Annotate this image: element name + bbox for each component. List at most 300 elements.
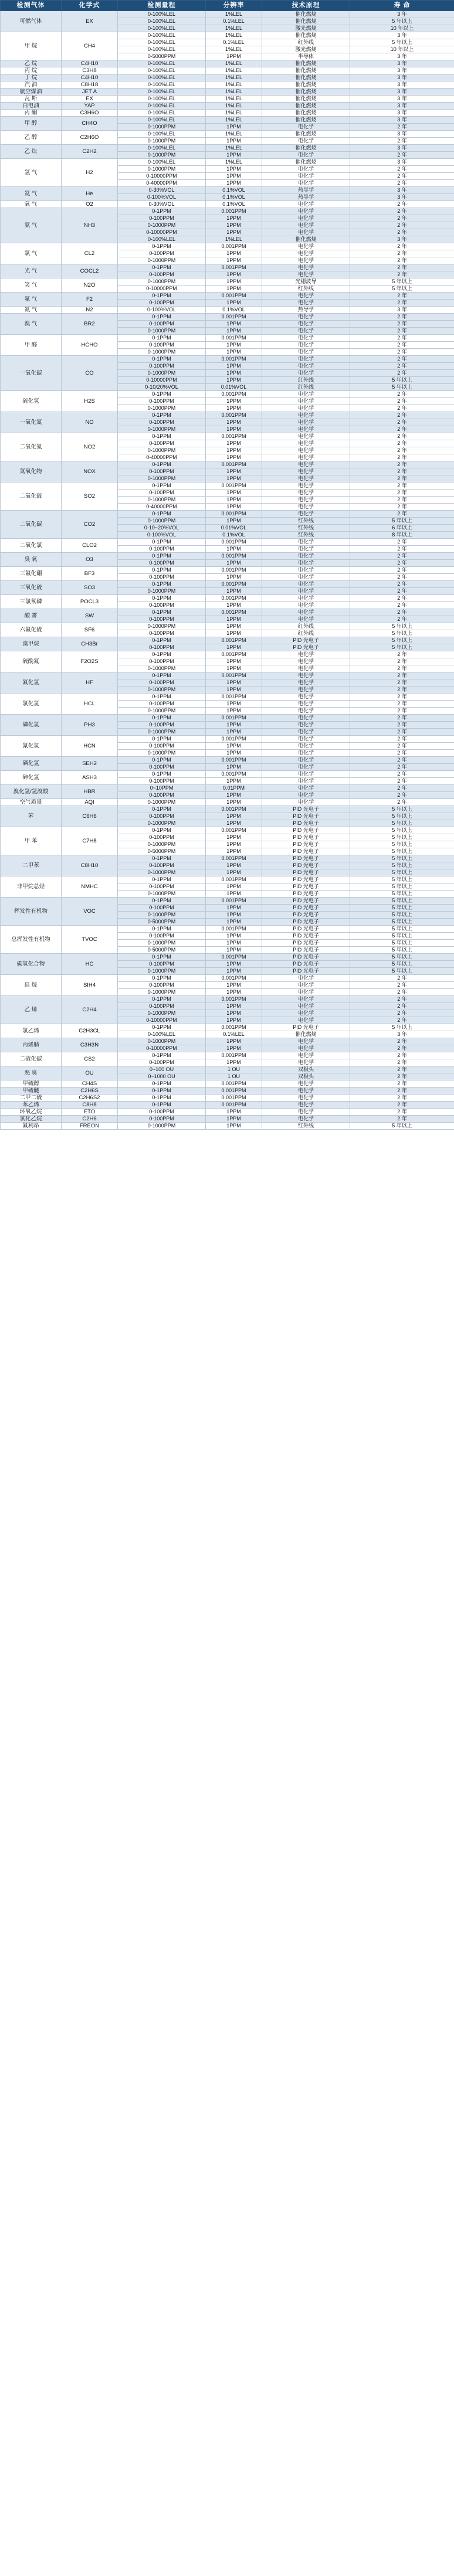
col-formula: 化学式 xyxy=(62,1,118,11)
resolution-cell: 1 OU xyxy=(206,1066,262,1073)
range-cell: 0-1PPM xyxy=(118,715,206,722)
gas-formula-cell: JET A xyxy=(62,89,118,96)
table-row xyxy=(1,1109,454,1116)
gas-formula-cell: CH4 xyxy=(62,32,118,60)
resolution-cell: 1PPM xyxy=(206,504,262,511)
technology-cell: PID 光电子 xyxy=(262,940,350,947)
resolution-cell: 1PPM xyxy=(206,1045,262,1052)
range-cell: 0-100%LEL xyxy=(118,236,206,243)
technology-cell: 电化学 xyxy=(262,1088,350,1095)
gas-name-cell: 溴 气 xyxy=(1,314,62,335)
resolution-cell: 1PPM xyxy=(206,989,262,996)
gas-formula-cell: EX xyxy=(62,96,118,103)
life-cell: 2 年 xyxy=(350,419,454,426)
range-cell: 0-1PPM xyxy=(118,264,206,271)
life-cell: 2 年 xyxy=(350,792,454,799)
technology-cell: 电化学 xyxy=(262,504,350,511)
life-cell: 3 年 xyxy=(350,53,454,60)
technology-cell: PID 光电子 xyxy=(262,898,350,905)
life-cell: 5 年以上 xyxy=(350,848,454,855)
table-row xyxy=(1,637,454,644)
range-cell: 0-1PPM xyxy=(118,637,206,644)
table-row xyxy=(1,996,454,1003)
resolution-cell: 0.001PPM xyxy=(206,1088,262,1095)
life-cell: 2 年 xyxy=(350,1017,454,1024)
life-cell: 3 年 xyxy=(350,67,454,74)
table-row xyxy=(1,32,454,39)
technology-cell: 热导学 xyxy=(262,187,350,194)
gas-name-cell: 光 气 xyxy=(1,264,62,278)
technology-cell: 电化学 xyxy=(262,349,350,356)
technology-cell: 电化学 xyxy=(262,447,350,454)
range-cell: 0-1000PPM xyxy=(118,518,206,525)
resolution-cell: 1PPM xyxy=(206,658,262,665)
life-cell: 2 年 xyxy=(350,722,454,729)
life-cell: 3 年 xyxy=(350,187,454,194)
table-row xyxy=(1,876,454,883)
gas-formula-cell: CS2 xyxy=(62,1052,118,1066)
resolution-cell: 1PPM xyxy=(206,912,262,919)
resolution-cell: 1PPM xyxy=(206,862,262,869)
table-row xyxy=(1,356,454,363)
range-cell: 0-1PPM xyxy=(118,412,206,419)
gas-name-cell: 氮 气 xyxy=(1,307,62,314)
life-cell: 3 年 xyxy=(350,145,454,152)
life-cell: 2 年 xyxy=(350,1059,454,1066)
gas-formula-cell: NO2 xyxy=(62,433,118,461)
resolution-cell: 1PPM xyxy=(206,644,262,651)
technology-cell: 电化学 xyxy=(262,764,350,771)
life-cell: 2 年 xyxy=(350,405,454,412)
resolution-cell: 1PPM xyxy=(206,743,262,750)
technology-cell: 电化学 xyxy=(262,215,350,222)
life-cell: 2 年 xyxy=(350,588,454,595)
range-cell: 0-100PPM xyxy=(118,982,206,989)
resolution-cell: 1PPM xyxy=(206,271,262,278)
resolution-cell: 1PPM xyxy=(206,286,262,293)
gas-name-cell: 可燃气体 xyxy=(1,11,62,32)
table-row xyxy=(1,314,454,321)
technology-cell: PID 光电子 xyxy=(262,912,350,919)
gas-name-cell: 甲 醇 xyxy=(1,117,62,131)
range-cell: 0-100PPM xyxy=(118,574,206,581)
life-cell: 5 年以上 xyxy=(350,855,454,862)
resolution-cell: 1PPM xyxy=(206,222,262,229)
resolution-cell: 0.001PPM xyxy=(206,356,262,363)
life-cell: 2 年 xyxy=(350,1080,454,1088)
col-gas: 检测气体 xyxy=(1,1,62,11)
resolution-cell: 1PPM xyxy=(206,1010,262,1017)
technology-cell: 催化燃烧 xyxy=(262,236,350,243)
life-cell: 2 年 xyxy=(350,511,454,518)
gas-formula-cell: O2 xyxy=(62,201,118,208)
life-cell: 10 年以上 xyxy=(350,25,454,32)
technology-cell: PID 光电子 xyxy=(262,834,350,841)
technology-cell: 电化学 xyxy=(262,370,350,377)
table-row xyxy=(1,806,454,813)
resolution-cell: 1PPM xyxy=(206,342,262,349)
life-cell: 2 年 xyxy=(350,180,454,187)
life-cell: 3 年 xyxy=(350,159,454,166)
technology-cell: 电化学 xyxy=(262,497,350,504)
technology-cell: PID 光电子 xyxy=(262,968,350,975)
technology-cell: 半导体 xyxy=(262,53,350,60)
table-row xyxy=(1,799,454,806)
gas-name-cell: 三氧化硫 xyxy=(1,581,62,595)
life-cell: 2 年 xyxy=(350,982,454,989)
range-cell: 0-100PPM xyxy=(118,834,206,841)
resolution-cell: 1%LEL xyxy=(206,110,262,117)
technology-cell: 电化学 xyxy=(262,785,350,792)
gas-formula-cell: N2O xyxy=(62,278,118,293)
resolution-cell: 0.001PPM xyxy=(206,567,262,574)
resolution-cell: 1PPM xyxy=(206,1123,262,1130)
gas-formula-cell: C2H6S2 xyxy=(62,1095,118,1102)
resolution-cell: 1%LEL xyxy=(206,131,262,138)
range-cell: 0-1PPM xyxy=(118,314,206,321)
life-cell: 5 年以上 xyxy=(350,954,454,961)
life-cell: 5 年以上 xyxy=(350,1123,454,1130)
resolution-cell: 1PPM xyxy=(206,229,262,236)
resolution-cell: 1PPM xyxy=(206,124,262,131)
gas-name-cell: 苯 xyxy=(1,806,62,827)
range-cell: 0-1000PPM xyxy=(118,940,206,947)
resolution-cell: 1PPM xyxy=(206,574,262,581)
life-cell: 2 年 xyxy=(350,426,454,433)
life-cell: 2 年 xyxy=(350,342,454,349)
resolution-cell: 1PPM xyxy=(206,947,262,954)
life-cell: 3 年 xyxy=(350,110,454,117)
life-cell: 5 年以上 xyxy=(350,384,454,391)
resolution-cell: 0.001PPM xyxy=(206,553,262,560)
resolution-cell: 1PPM xyxy=(206,497,262,504)
life-cell: 2 年 xyxy=(350,1045,454,1052)
resolution-cell: 0.1%VOL xyxy=(206,187,262,194)
table-row xyxy=(1,145,454,152)
col-range: 检测量程 xyxy=(118,1,206,11)
table-row xyxy=(1,11,454,18)
technology-cell: PID 光电子 xyxy=(262,954,350,961)
resolution-cell: 0.01PPM xyxy=(206,785,262,792)
resolution-cell: 1%LEL xyxy=(206,74,262,81)
resolution-cell: 1PPM xyxy=(206,792,262,799)
range-cell: 0-1000PPM xyxy=(118,799,206,806)
gas-name-cell: 酸 雾 xyxy=(1,609,62,623)
gas-formula-cell: C2H3CL xyxy=(62,1024,118,1038)
resolution-cell: 1PPM xyxy=(206,1003,262,1010)
life-cell: 2 年 xyxy=(350,729,454,736)
table-row xyxy=(1,159,454,166)
resolution-cell: 0.001PPM xyxy=(206,1095,262,1102)
technology-cell: 电化学 xyxy=(262,1102,350,1109)
gas-name-cell: 氟利昂 xyxy=(1,1123,62,1130)
range-cell: 0-100PPM xyxy=(118,616,206,623)
gas-name-cell: 空气质量 xyxy=(1,799,62,806)
resolution-cell: 0.1%VOL xyxy=(206,532,262,539)
range-cell: 0-100PPM xyxy=(118,630,206,637)
life-cell: 2 年 xyxy=(350,1010,454,1017)
resolution-cell: 1PPM xyxy=(206,750,262,757)
technology-cell: 电化学 xyxy=(262,475,350,482)
technology-cell: 电化学 xyxy=(262,539,350,546)
table-row xyxy=(1,1024,454,1031)
resolution-cell: 0.01%VOL xyxy=(206,384,262,391)
table-row xyxy=(1,307,454,314)
range-cell: 0-1000PPM xyxy=(118,841,206,848)
resolution-cell: 1PPM xyxy=(206,405,262,412)
technology-cell: 电化学 xyxy=(262,335,350,342)
gas-formula-cell: C8H8 xyxy=(62,1102,118,1109)
technology-cell: PID 光电子 xyxy=(262,855,350,862)
gas-name-cell: 丙 烷 xyxy=(1,67,62,74)
range-cell: 0-1000PPM xyxy=(118,1123,206,1130)
range-cell: 0-1000PPM xyxy=(118,222,206,229)
resolution-cell: 0.1%VOL xyxy=(206,201,262,208)
technology-cell: 电化学 xyxy=(262,560,350,567)
gas-formula-cell: NMHC xyxy=(62,876,118,898)
life-cell: 2 年 xyxy=(350,398,454,405)
gas-formula-cell: BR2 xyxy=(62,314,118,335)
range-cell: 0-1PPM xyxy=(118,975,206,982)
technology-cell: 电化学 xyxy=(262,729,350,736)
gas-formula-cell: EX xyxy=(62,11,118,32)
table-row xyxy=(1,264,454,271)
resolution-cell: 1PPM xyxy=(206,982,262,989)
range-cell: 0-100%LEL xyxy=(118,81,206,89)
life-cell: 2 年 xyxy=(350,314,454,321)
life-cell: 2 年 xyxy=(350,651,454,658)
life-cell: 2 年 xyxy=(350,602,454,609)
technology-cell: 红外线 xyxy=(262,623,350,630)
life-cell: 2 年 xyxy=(350,996,454,1003)
resolution-cell: 1PPM xyxy=(206,447,262,454)
resolution-cell: 1PPM xyxy=(206,630,262,637)
technology-cell: 电化学 xyxy=(262,468,350,475)
table-row xyxy=(1,81,454,89)
technology-cell: 电化学 xyxy=(262,581,350,588)
technology-cell: 催化燃烧 xyxy=(262,110,350,117)
table-row xyxy=(1,954,454,961)
gas-formula-cell: C8H10 xyxy=(62,855,118,876)
range-cell: 0-1PPM xyxy=(118,567,206,574)
technology-cell: 电化学 xyxy=(262,567,350,574)
resolution-cell: 1PPM xyxy=(206,778,262,785)
range-cell: 0-1PPM xyxy=(118,651,206,658)
gas-formula-cell: F2O2S xyxy=(62,651,118,672)
range-cell: 0-100%LEL xyxy=(118,74,206,81)
life-cell: 2 年 xyxy=(350,560,454,567)
range-cell: 0-5000PPM xyxy=(118,947,206,954)
technology-cell: 电化学 xyxy=(262,208,350,215)
col-resolution: 分辨率 xyxy=(206,1,262,11)
resolution-cell: 1PPM xyxy=(206,475,262,482)
range-cell: 0-1000PPM xyxy=(118,1038,206,1045)
gas-name-cell: 一氧化氮 xyxy=(1,412,62,433)
resolution-cell: 1PPM xyxy=(206,933,262,940)
table-row xyxy=(1,1095,454,1102)
table-row xyxy=(1,335,454,342)
resolution-cell: 1PPM xyxy=(206,919,262,926)
life-cell: 2 年 xyxy=(350,799,454,806)
gas-name-cell: 甲 醛 xyxy=(1,335,62,356)
resolution-cell: 1%LEL xyxy=(206,25,262,32)
resolution-cell: 0.1%VOL xyxy=(206,307,262,314)
range-cell: 0-100%LEL xyxy=(118,39,206,46)
technology-cell: 电化学 xyxy=(262,342,350,349)
table-row xyxy=(1,461,454,468)
range-cell: 0-1000PPM xyxy=(118,124,206,131)
gas-name-cell: 丁 烷 xyxy=(1,74,62,81)
table-row xyxy=(1,898,454,905)
life-cell: 3 年 xyxy=(350,236,454,243)
gas-formula-cell: F2 xyxy=(62,293,118,307)
gas-name-cell: 砷化氢 xyxy=(1,771,62,785)
life-cell: 8 年以上 xyxy=(350,532,454,539)
range-cell: 0-100PPM xyxy=(118,468,206,475)
technology-cell: 催化燃烧 xyxy=(262,145,350,152)
range-cell: 0-100%LEL xyxy=(118,145,206,152)
resolution-cell: 1PPM xyxy=(206,560,262,567)
life-cell: 5 年以上 xyxy=(350,377,454,384)
resolution-cell: 1PPM xyxy=(206,891,262,898)
technology-cell: PID 光电子 xyxy=(262,883,350,891)
life-cell: 2 年 xyxy=(350,764,454,771)
technology-cell: 激光燃烧 xyxy=(262,46,350,53)
range-cell: 0-1PPM xyxy=(118,539,206,546)
gas-name-cell: 苯乙烯 xyxy=(1,1102,62,1109)
life-cell: 5 年以上 xyxy=(350,820,454,827)
technology-cell: 电化学 xyxy=(262,398,350,405)
resolution-cell: 0.001PPM xyxy=(206,757,262,764)
life-cell: 2 年 xyxy=(350,166,454,173)
table-row xyxy=(1,1066,454,1073)
life-cell: 2 年 xyxy=(350,595,454,602)
life-cell: 5 年以上 xyxy=(350,630,454,637)
life-cell: 2 年 xyxy=(350,694,454,701)
table-row xyxy=(1,103,454,110)
resolution-cell: 1PPM xyxy=(206,729,262,736)
range-cell: 0-40000PPM xyxy=(118,454,206,461)
life-cell: 5 年以上 xyxy=(350,933,454,940)
resolution-cell: 1%LEL xyxy=(206,89,262,96)
table-row xyxy=(1,208,454,215)
resolution-cell: 0.001PPM xyxy=(206,975,262,982)
resolution-cell: 0.001PPM xyxy=(206,926,262,933)
range-cell: 0-100%VOL xyxy=(118,307,206,314)
range-cell: 0-100PPM xyxy=(118,679,206,687)
gas-name-cell: 硫酰氟 xyxy=(1,651,62,672)
life-cell: 2 年 xyxy=(350,461,454,468)
range-cell: 0-1PPM xyxy=(118,876,206,883)
range-cell: 0-1PPM xyxy=(118,1052,206,1059)
technology-cell: 电化学 xyxy=(262,553,350,560)
gas-name-cell: 碳氢化合物 xyxy=(1,954,62,975)
range-cell: 0-100PPM xyxy=(118,250,206,257)
gas-formula-cell: H2S xyxy=(62,391,118,412)
table-body xyxy=(1,11,454,1130)
resolution-cell: 1PPM xyxy=(206,1017,262,1024)
resolution-cell: 1PPM xyxy=(206,419,262,426)
range-cell: 0-100PPM xyxy=(118,883,206,891)
range-cell: 0~100 OU xyxy=(118,1066,206,1073)
life-cell: 5 年以上 xyxy=(350,869,454,876)
technology-cell: 红外线 xyxy=(262,1123,350,1130)
life-cell: 2 年 xyxy=(350,679,454,687)
resolution-cell: 0.001PPM xyxy=(206,771,262,778)
gas-formula-cell: BF3 xyxy=(62,567,118,581)
resolution-cell: 1PPM xyxy=(206,440,262,447)
technology-cell: PID 光电子 xyxy=(262,905,350,912)
range-cell: 0-1PPM xyxy=(118,827,206,834)
resolution-cell: 1PPM xyxy=(206,820,262,827)
life-cell: 5 年以上 xyxy=(350,623,454,630)
technology-cell: 电化学 xyxy=(262,433,350,440)
range-cell: 0-100%LEL xyxy=(118,103,206,110)
table-row xyxy=(1,131,454,138)
life-cell: 2 年 xyxy=(350,363,454,370)
range-cell: 0-100PPM xyxy=(118,813,206,820)
range-cell: 0-100%LEL xyxy=(118,67,206,74)
table-row xyxy=(1,1038,454,1045)
resolution-cell: 0.001PPM xyxy=(206,314,262,321)
life-cell: 5 年以上 xyxy=(350,876,454,883)
technology-cell: 催化燃烧 xyxy=(262,11,350,18)
table-row xyxy=(1,609,454,616)
resolution-cell: 1PPM xyxy=(206,490,262,497)
resolution-cell: 0.001PPM xyxy=(206,511,262,518)
range-cell: 0-1PPM xyxy=(118,954,206,961)
life-cell: 3 年 xyxy=(350,194,454,201)
range-cell: 0-1000PPM xyxy=(118,968,206,975)
resolution-cell: 0.001PPM xyxy=(206,208,262,215)
life-cell: 2 年 xyxy=(350,208,454,215)
range-cell: 0-100PPM xyxy=(118,321,206,328)
range-cell: 0-100PPM xyxy=(118,862,206,869)
resolution-cell: 1%LEL xyxy=(206,117,262,124)
life-cell: 2 年 xyxy=(350,124,454,131)
technology-cell: 电化学 xyxy=(262,222,350,229)
table-row xyxy=(1,553,454,560)
gas-formula-cell: C6H6 xyxy=(62,806,118,827)
life-cell: 2 年 xyxy=(350,257,454,264)
table-row xyxy=(1,975,454,982)
spec-table xyxy=(0,0,454,1130)
technology-cell: 电化学 xyxy=(262,743,350,750)
life-cell: 2 年 xyxy=(350,687,454,694)
range-cell: 0-1000PPM xyxy=(118,1010,206,1017)
life-cell: 2 年 xyxy=(350,665,454,672)
technology-cell: 电化学 xyxy=(262,1059,350,1066)
resolution-cell: 0.001PPM xyxy=(206,1052,262,1059)
resolution-cell: 1PPM xyxy=(206,53,262,60)
resolution-cell: 1PPM xyxy=(206,588,262,595)
technology-cell: 电化学 xyxy=(262,138,350,145)
resolution-cell: 0.1%LEL xyxy=(206,39,262,46)
life-cell: 3 年 xyxy=(350,89,454,96)
technology-cell: 电化学 xyxy=(262,792,350,799)
life-cell: 2 年 xyxy=(350,152,454,159)
table-row xyxy=(1,771,454,778)
range-cell: 0-1PPM xyxy=(118,208,206,215)
resolution-cell: 1PPM xyxy=(206,1059,262,1066)
technology-cell: PID 光电子 xyxy=(262,933,350,940)
life-cell: 2 年 xyxy=(350,616,454,623)
gas-formula-cell: VOC xyxy=(62,898,118,926)
table-header-row xyxy=(1,1,454,11)
table-row xyxy=(1,1080,454,1088)
resolution-cell: 1PPM xyxy=(206,968,262,975)
gas-formula-cell: HCHO xyxy=(62,335,118,356)
